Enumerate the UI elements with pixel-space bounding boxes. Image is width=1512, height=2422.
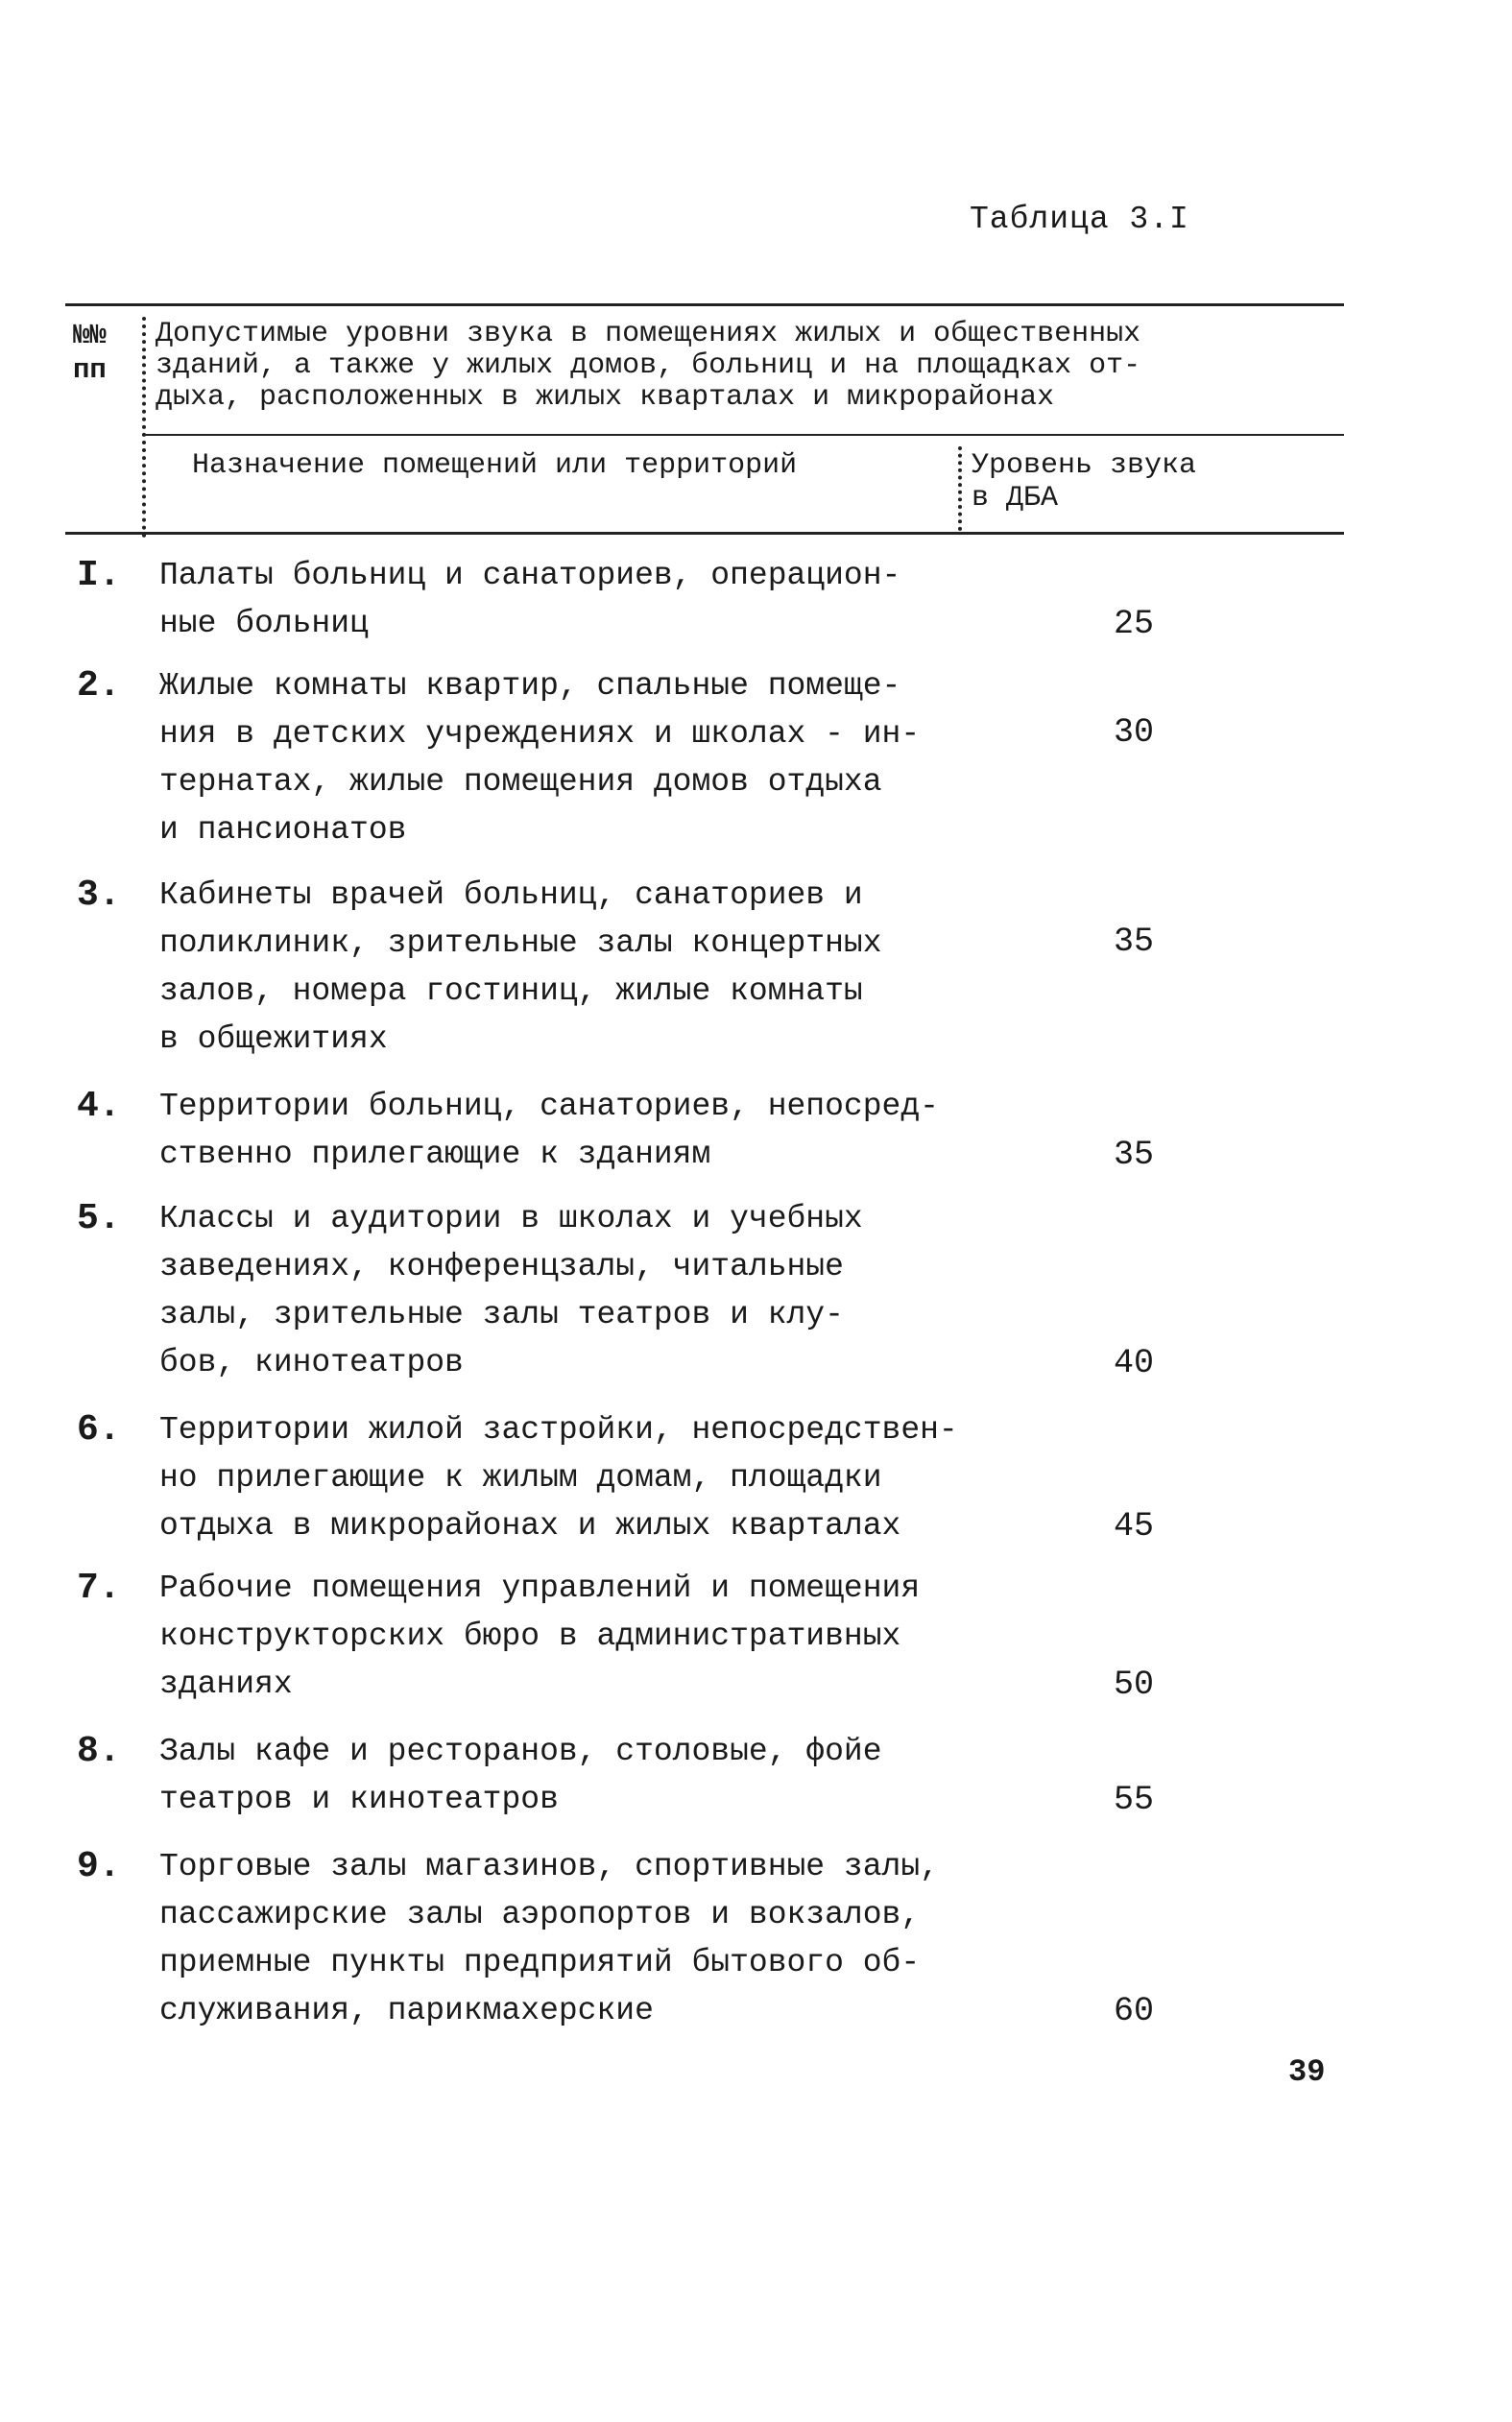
table-title: Таблица 3.I: [970, 202, 1189, 237]
header-bottom-rule: [65, 532, 1344, 535]
row-number: 5.: [77, 1198, 121, 1239]
row-number: 6.: [77, 1409, 121, 1451]
row-sound-level: 55: [1114, 1781, 1155, 1819]
row-number: 8.: [77, 1731, 121, 1772]
table-top-rule: [65, 303, 1344, 306]
row-description: Торговые залы магазинов, спортивные залы, пассажирские залы аэропортов и вокзалов, приемные пункты предприятий бытового об- служивания, парикмахерские: [159, 1849, 939, 2028]
row-description: Залы кафе и ресторанов, столовые, фойе театров и кинотеатров: [159, 1734, 882, 1817]
row-sound-level: 45: [1114, 1507, 1155, 1546]
row-description: Классы и аудитории в школах и учебных заведениях, конференцзалы, читальные залы, зрительные залы театров и клу- бов, кинотеатров: [159, 1201, 863, 1380]
row-number: 4.: [77, 1086, 121, 1127]
column-header-level: Уровень звука в ДБА: [972, 449, 1197, 515]
row-description: Рабочие помещения управлений и помещения конструкторских бюро в административных зданиях: [159, 1571, 921, 1702]
row-description: Кабинеты врачей больниц, санаториев и поликлиник, зрительные залы концертных залов, номера гостиниц, жилые комнаты в общежитиях: [159, 877, 882, 1057]
row-description: Палаты больниц и санаториев, операцион- ные больниц: [159, 558, 901, 641]
level-column-divider: [958, 446, 962, 531]
row-sound-level: 50: [1114, 1666, 1155, 1704]
row-description: Территории больниц, санаториев, непосред- ственно прилегающие к зданиям: [159, 1089, 939, 1172]
row-sound-level: 35: [1114, 923, 1155, 961]
row-sound-level: 25: [1114, 605, 1155, 643]
row-number: 3.: [77, 875, 121, 916]
row-sound-level: 40: [1114, 1344, 1155, 1382]
row-description: Жилые комнаты квартир, спальные помеще- ния в детских учреждениях и школах - ин- тернатах, жилые помещения домов отдыха и пансионатов: [159, 668, 921, 848]
header-column-divider: [142, 317, 146, 538]
header-subdivider-rule: [142, 434, 1344, 436]
row-sound-level: 35: [1114, 1136, 1155, 1174]
row-sound-level: 60: [1114, 1992, 1155, 2030]
number-column-header: №№ пп: [73, 320, 107, 386]
table-header-description: Допустимые уровни звука в помещениях жилых и общественных зданий, а также у жилых домов, больниц и на площадках от- дыха, расположенных в жилых кварталах и микрорайонах: [156, 318, 1141, 414]
page-number: 39: [1288, 2054, 1326, 2090]
row-sound-level: 30: [1114, 713, 1155, 752]
row-number: 2.: [77, 665, 121, 707]
row-number: I.: [77, 555, 121, 596]
row-number: 9.: [77, 1846, 121, 1887]
row-number: 7.: [77, 1568, 121, 1609]
column-header-purpose: Назначение помещений или территорий: [192, 449, 798, 482]
row-description: Территории жилой застройки, непосредствен- но прилегающие к жилым домам, площадки отдыха в микрорайонах и жилых кварталах: [159, 1412, 958, 1544]
